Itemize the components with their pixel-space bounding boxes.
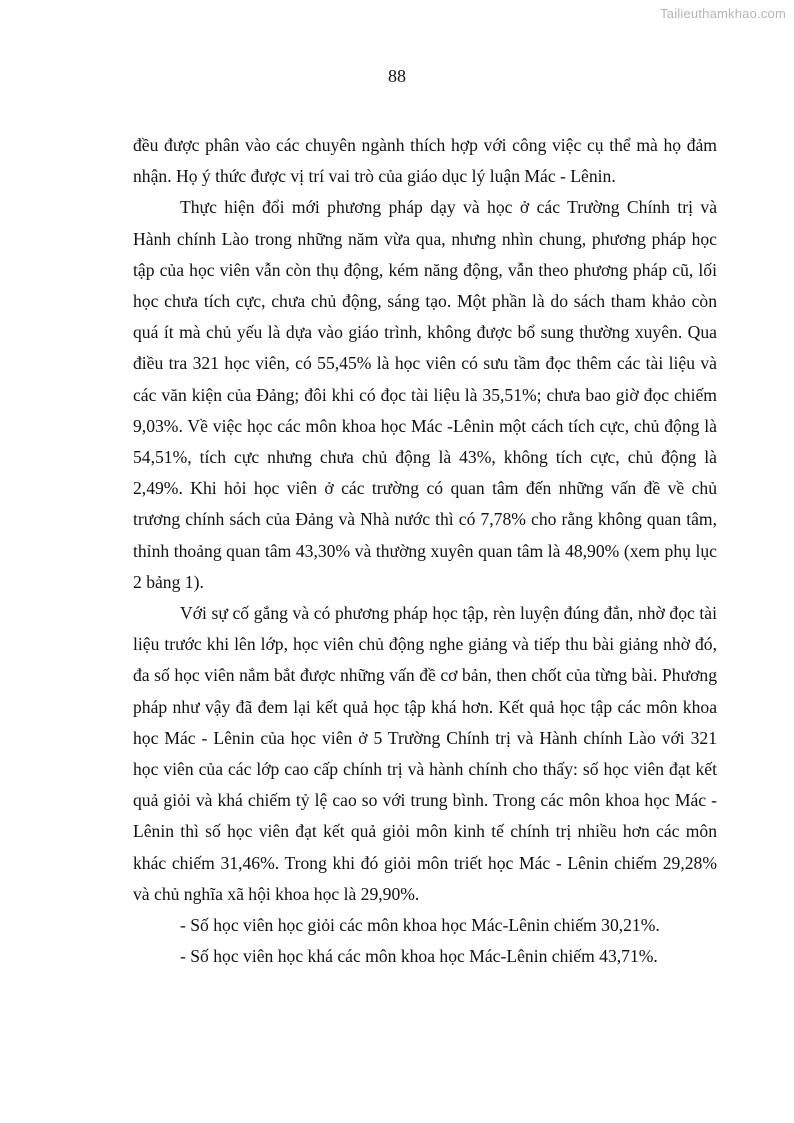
paragraph-learning-methods: Thực hiện đổi mới phương pháp dạy và học ở các Trường Chính trị và Hành chính Lào trong những năm vừa qua, nhưng nhìn chung, phương pháp học tập của học viên vẫn còn thụ động, kém năng động, vẫn theo phương pháp cũ, lối học chưa tích cực, chưa chủ động, sáng tạo. Một phần là do sách tham khảo còn quá ít mà chủ yếu là dựa vào giáo trình, không được bổ sung thường xuyên. Qua điều tra 321 học viên, có 55,45% là học viên có sưu tầm đọc thêm các tài liệu và các văn kiện của Đảng; đôi khi có đọc tài liệu là 35,51%; chưa bao giờ đọc chiếm 9,03%. Về việc học các môn khoa học Mác -Lênin một cách tích cực, chủ động là 54,51%, tích cực nhưng chưa chủ động là 43%, không tích cực, chủ động là 2,49%. Khi hỏi học viên ở các trường có quan tâm đến những vấn đề về chủ trương chính sách của Đảng và Nhà nước thì có 7,78% cho rằng không quan tâm, thỉnh thoảng quan tâm 43,30% và thường xuyên quan tâm là 48,90% (xem phụ lục 2 bảng 1).	[133, 197, 717, 592]
paragraph-learning-results: Với sự cố gắng và có phương pháp học tập, rèn luyện đúng đắn, nhờ đọc tài liệu trước khi lên lớp, học viên chủ động nghe giảng và tiếp thu bài giảng nhờ đó, đa số học viên nắm bắt được những vấn đề cơ bản, then chốt của từng bài. Phương pháp như vậy đã đem lại kết quả học tập khá hơn. Kết quả học tập các môn khoa học Mác - Lênin của học viên ở 5 Trường Chính trị và Hành chính Lào với 321 học viên của các lớp cao cấp chính trị và hành chính cho thấy: số học viên đạt kết quả giỏi và khá chiếm tỷ lệ cao so với trung bình. Trong các môn khoa học Mác - Lênin thì số học viên đạt kết quả giỏi môn kinh tế chính trị nhiều hơn các môn khác chiếm 31,46%. Trong khi đó giỏi môn triết học Mác - Lênin chiếm 29,28% và chủ nghĩa xã hội khoa học là 29,90%.	[133, 603, 717, 904]
paragraph-continuation: đều được phân vào các chuyên ngành thích hợp với công việc cụ thể mà họ đảm nhận. Họ ý thức được vị trí vai trò của giáo dục lý luận Mác - Lênin.	[133, 135, 717, 187]
document-body	[133, 130, 717, 972]
bullet-good-students: - Số học viên học khá các môn khoa học Mác-Lênin chiếm 43,71%.	[180, 946, 658, 967]
watermark: Tailieuthamkhao.com	[660, 6, 786, 21]
bullet-excellent-students: - Số học viên học giỏi các môn khoa học Mác-Lênin chiếm 30,21%.	[180, 915, 660, 936]
page-number: 88	[388, 66, 406, 86]
